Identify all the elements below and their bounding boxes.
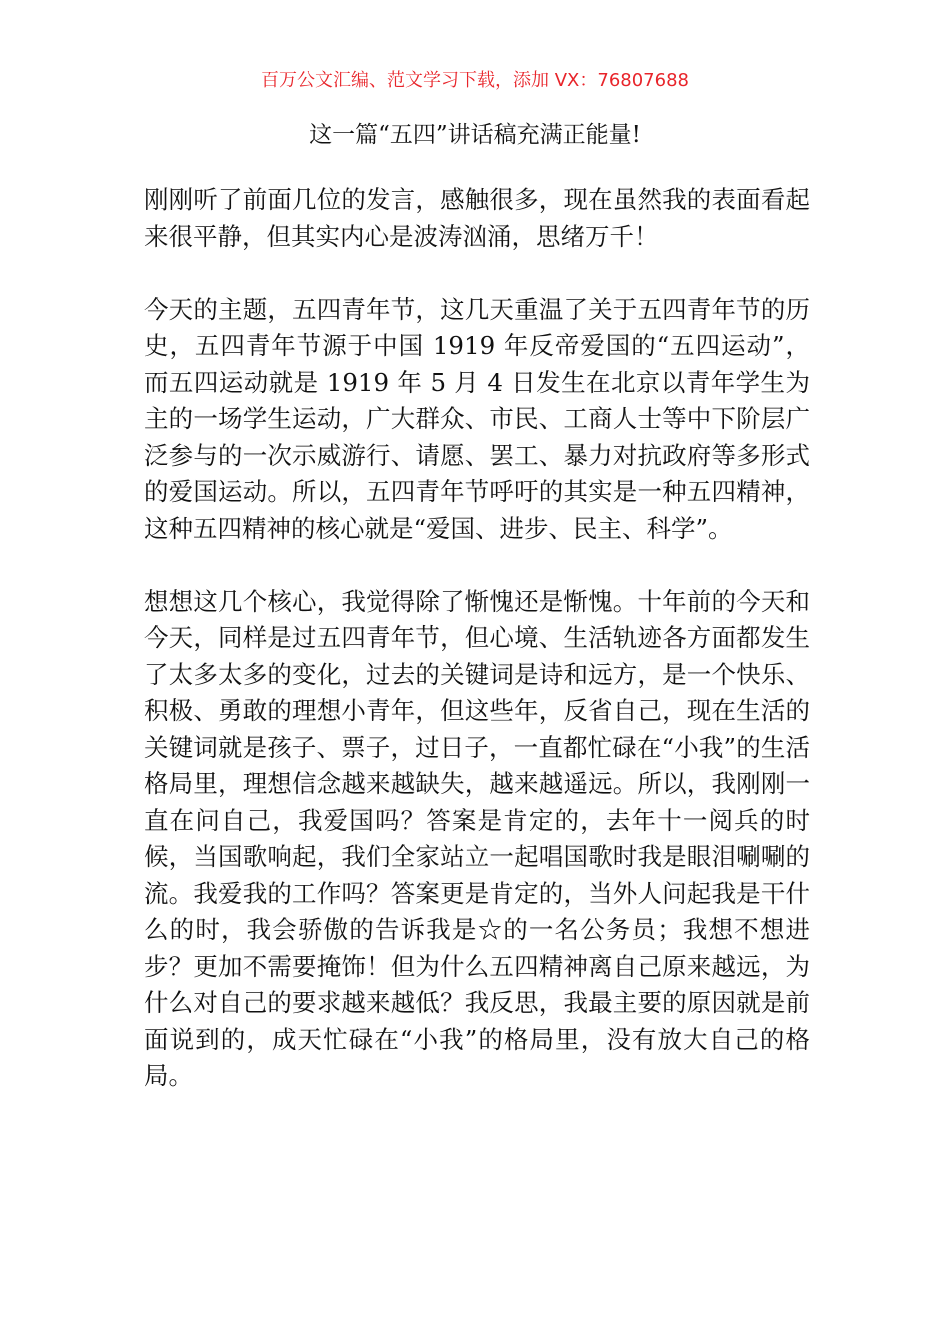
- paragraph-3: 想想这几个核心，我觉得除了惭愧还是惭愧。十年前的今天和今天，同样是过五四青年节，但心境、生活轨迹各方面都发生了太多太多的变化，过去的关键词是诗和远方，是一个快乐、积极、勇敢的理想小青年，但这些年，反省自己，现在生活的关键词就是孩子、票子，过日子，一直都忙碌在“小我”的生活格局里，理想信念越来越缺失，越来越遥远。所以，我刚刚一直在问自己，我爱国吗？答案是肯定的，去年十一阅兵的时候，当国歌响起，我们全家站立一起唱国歌时我是眼泪唰唰的流。我爱我的工作吗？答案更是肯定的，当外人问起我是干什么的时，我会骄傲的告诉我是☆的一名公务员；我想不想进步？更加不需要掩饰！但为什么五四精神离自己原来越远，为什么对自己的要求越来越低？我反思，我最主要的原因就是前面说到的，成天忙碌在“小我”的格局里，没有放大自己的格局。: [144, 586, 810, 1090]
- paragraph-2: 今天的主题，五四青年节，这几天重温了关于五四青年节的历史，五四青年节源于中国 1919 年反帝爱国的“五四运动”，而五四运动就是 1919 年 5 月 4 日发生在北京以青年学生为主的一场学生运动，广大群众、市民、工商人士等中下阶层广泛参与的一次示威游行、请愿、罢工、暴力对抗政府等多形式的爱国运动。所以，五四青年节呼吁的其实是一种五四精神，这种五四精神的核心就是“爱国、进步、民主、科学”。: [144, 294, 810, 543]
- document-title: 这一篇“五四”讲话稿充满正能量!: [309, 122, 641, 148]
- document-body: [144, 182, 810, 1131]
- watermark-banner: 百万公文汇编、范文学习下载，添加 VX：76807688: [261, 70, 689, 91]
- paragraph-1: 刚刚听了前面几位的发言，感触很多，现在虽然我的表面看起来很平静，但其实内心是波涛汹涌，思绪万千！: [144, 185, 810, 251]
